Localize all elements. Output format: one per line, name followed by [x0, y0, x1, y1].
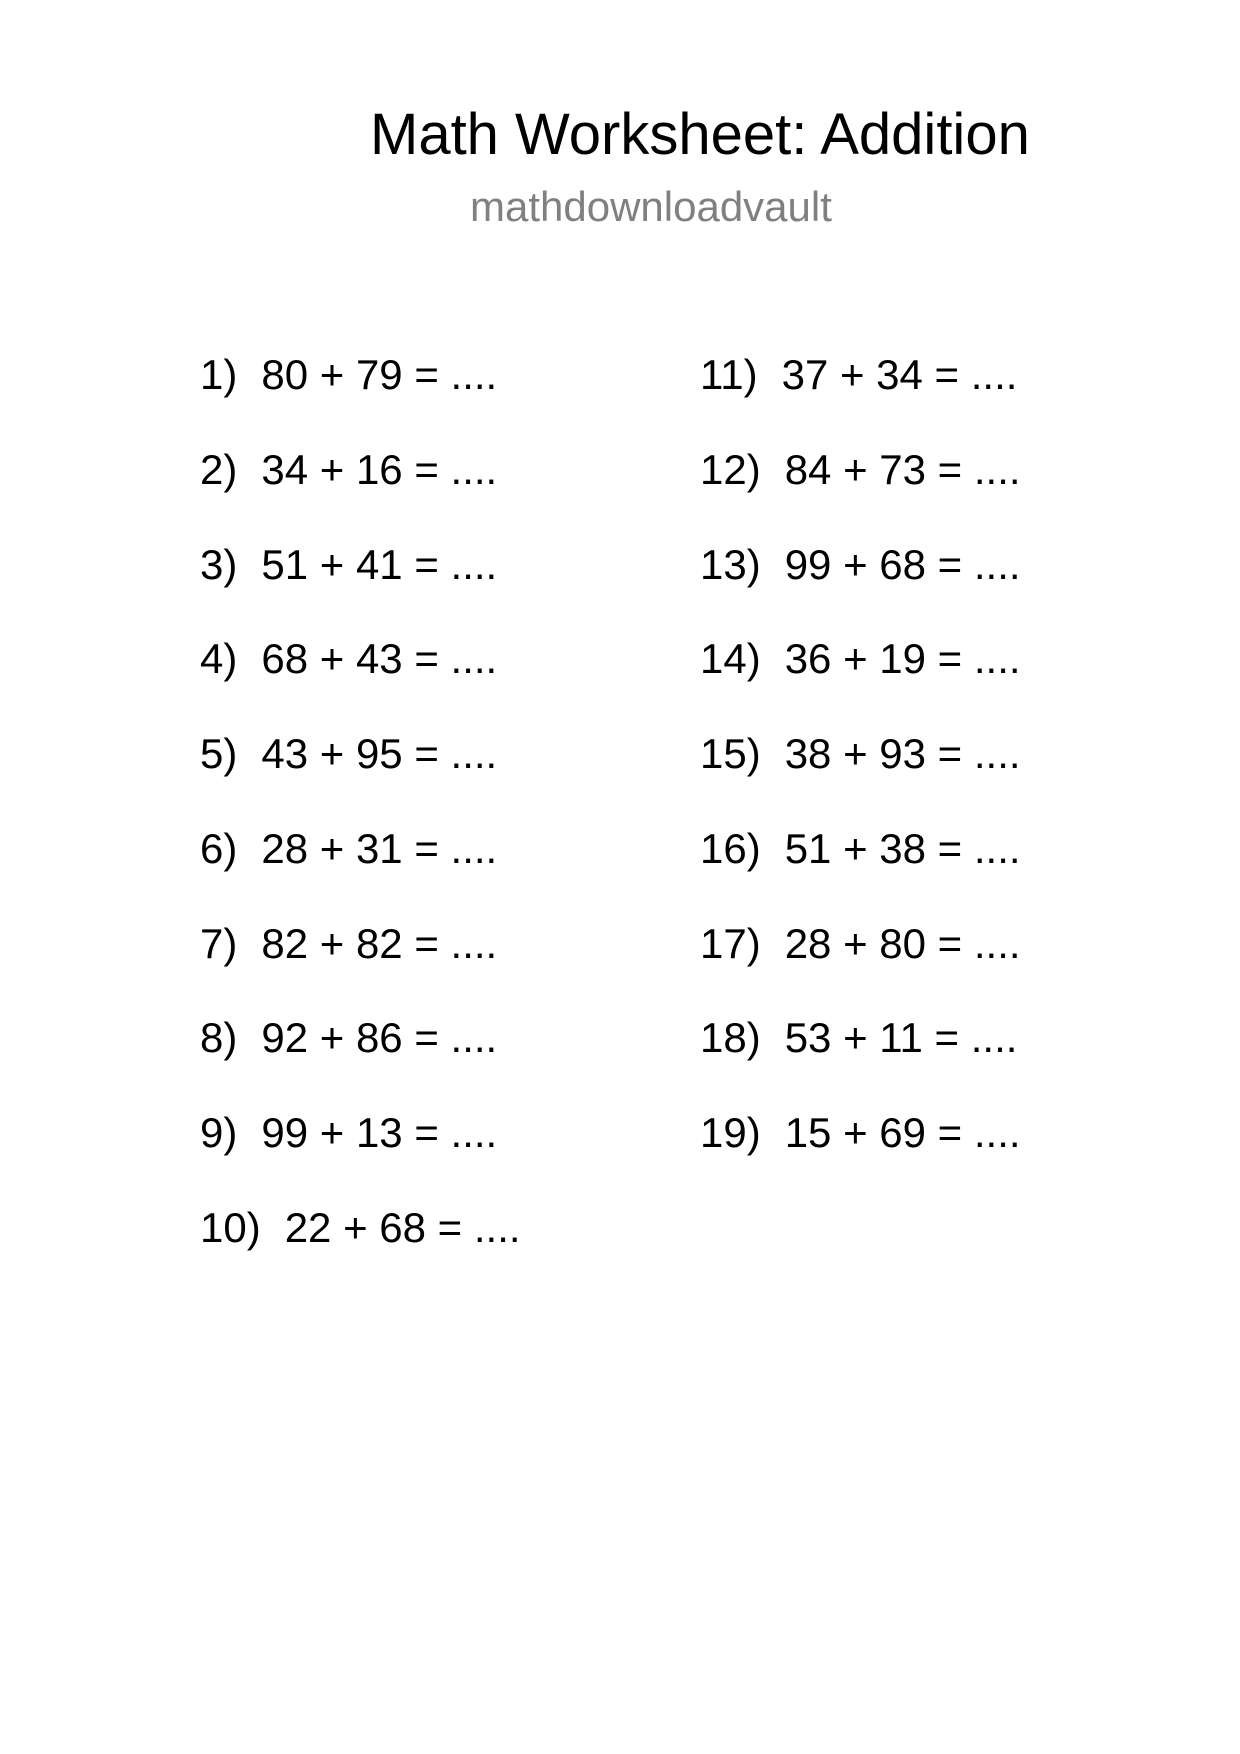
problem-expression: 43 + 95 = ....: [261, 730, 498, 777]
problem-8: [200, 1013, 497, 1063]
problem-7: [200, 919, 497, 969]
problem-5: [200, 729, 497, 779]
problem-number: 6): [200, 825, 238, 872]
problem-expression: 99 + 68 = ....: [784, 541, 1021, 588]
problem-2: [200, 445, 497, 495]
problem-15: [700, 729, 1021, 779]
problem-number: 16): [700, 825, 761, 872]
problem-expression: 28 + 31 = ....: [261, 825, 498, 872]
problem-number: 2): [200, 446, 238, 493]
problem-number: 14): [700, 635, 761, 682]
problem-18: [700, 1013, 1017, 1063]
page-title: Math Worksheet: Addition: [370, 102, 1030, 167]
problem-expression: 38 + 93 = ....: [784, 730, 1021, 777]
problem-number: 5): [200, 730, 238, 777]
problem-4: [200, 634, 497, 684]
problem-expression: 28 + 80 = ....: [784, 920, 1021, 967]
problem-number: 12): [700, 446, 761, 493]
problem-number: 4): [200, 635, 238, 682]
problem-17: [700, 919, 1021, 969]
problem-expression: 99 + 13 = ....: [261, 1109, 498, 1156]
problem-expression: 92 + 86 = ....: [261, 1014, 498, 1061]
problem-expression: 80 + 79 = ....: [261, 351, 498, 398]
page-subtitle: mathdownloadvault: [470, 183, 832, 230]
problem-3: [200, 540, 497, 590]
problem-number: 13): [700, 541, 761, 588]
problem-expression: 22 + 68 = ....: [284, 1204, 521, 1251]
problem-10: [200, 1203, 521, 1253]
problem-expression: 37 + 34 = ....: [781, 351, 1018, 398]
problem-expression: 51 + 41 = ....: [261, 541, 498, 588]
problem-number: 18): [700, 1014, 761, 1061]
problem-expression: 68 + 43 = ....: [261, 635, 498, 682]
problem-13: [700, 540, 1021, 590]
problem-expression: 84 + 73 = ....: [784, 446, 1021, 493]
problem-14: [700, 634, 1021, 684]
problem-19: [700, 1108, 1021, 1158]
problem-number: 15): [700, 730, 761, 777]
problem-expression: 36 + 19 = ....: [784, 635, 1021, 682]
problem-number: 9): [200, 1109, 238, 1156]
problem-expression: 82 + 82 = ....: [261, 920, 498, 967]
problem-6: [200, 824, 497, 874]
problem-number: 11): [700, 351, 758, 398]
problem-1: [200, 350, 497, 400]
problem-12: [700, 445, 1021, 495]
problem-number: 8): [200, 1014, 238, 1061]
problem-number: 3): [200, 541, 238, 588]
problem-11: [700, 350, 1017, 400]
problem-number: 17): [700, 920, 761, 967]
problem-expression: 34 + 16 = ....: [261, 446, 498, 493]
problem-expression: 51 + 38 = ....: [784, 825, 1021, 872]
problem-expression: 15 + 69 = ....: [784, 1109, 1021, 1156]
problem-16: [700, 824, 1021, 874]
problem-number: 10): [200, 1204, 261, 1251]
problem-number: 1): [200, 351, 238, 398]
problem-expression: 53 + 11 = ....: [784, 1014, 1018, 1061]
problem-number: 7): [200, 920, 238, 967]
problem-number: 19): [700, 1109, 761, 1156]
problem-9: [200, 1108, 497, 1158]
